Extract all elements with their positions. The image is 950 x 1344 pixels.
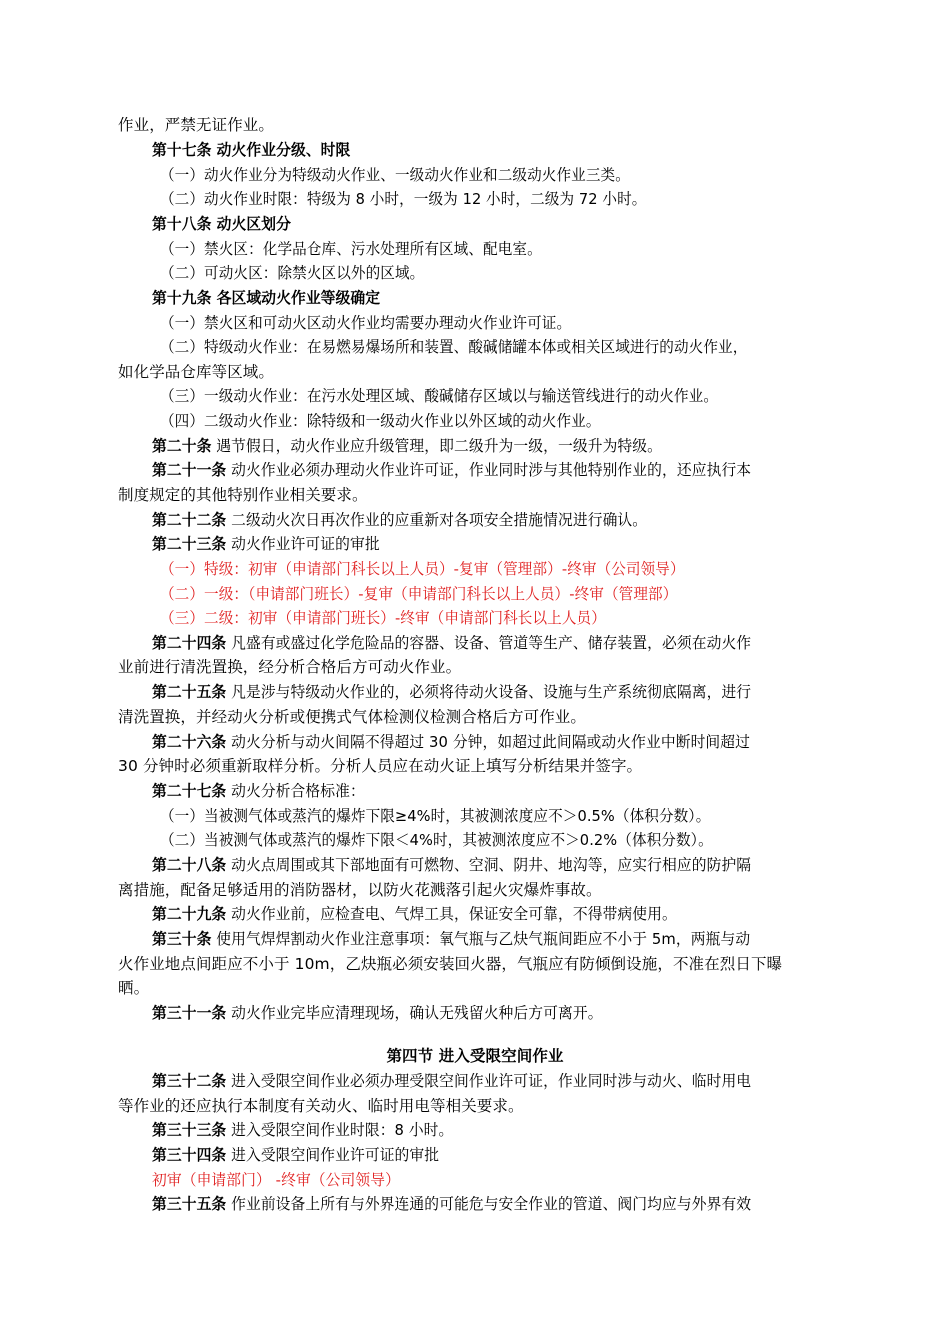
text-line [160,805,834,827]
text-line [152,1144,834,1166]
line-text: 动火点周围或其下部地面有可燃物、空洞、阴井、地沟等，应实行相应的防护隔 [226,856,752,874]
line-text: （一）当被测气体或蒸汽的爆炸下限≥4%时，其被测浓度应不＞0.5%（体积分数）。 [160,807,711,825]
text-line [152,459,834,481]
text-line [152,854,834,876]
text-line [160,410,834,432]
text-line [152,1070,834,1092]
text-line [118,484,834,506]
article-number: 第十七条 动火作业分级、时限 [152,141,351,159]
line-text: （二）动火作业时限：特级为 8 小时，一级为 12 小时，二级为 72 小时。 [160,190,647,208]
text-line [160,336,834,358]
text-line [160,607,834,629]
line-text: （二）一级：（申请部门班长）-复审（申请部门科长以上人员）-终审（管理部） [160,585,678,603]
article-number: 第二十六条 [152,733,227,751]
line-text: （三）二级：初审（申请部门班长）-终审（申请部门科长以上人员） [160,609,606,627]
article-number: 第三十三条 [152,1121,227,1139]
article-number: 第三十二条 [152,1072,227,1090]
line-text: 动火作业前，应检查电、气焊工具，保证安全可靠，不得带病使用。 [226,905,677,923]
line-text: 火作业地点间距应不小于 10m，乙炔瓶必须安装回火器，气瓶应有防倾倒设施，不准在烈日下曝 [118,955,783,973]
text-line [152,1193,834,1215]
article-number: 第二十条 [152,437,212,455]
line-text: （一）禁火区和可动火区动火作业均需要办理动火作业许可证。 [160,314,572,332]
article-number: 第二十三条 [152,535,227,553]
text-line [118,977,834,999]
article-number: 第四节 进入受限空间作业 [386,1047,564,1065]
text-line [160,312,834,334]
text-line [118,1095,834,1117]
text-line [152,213,834,235]
article-number: 第三十条 [152,930,212,948]
text-line [152,1119,834,1141]
article-number: 第二十九条 [152,905,227,923]
line-text: 二级动火次日再次作业的应重新对各项安全措施情况进行确认。 [226,511,648,529]
text-line [160,188,834,210]
text-line [160,829,834,851]
line-text: 凡是涉与特级动火作业的，必须将待动火设备、设施与生产系统彻底隔离，进行 [226,683,752,701]
text-line [160,262,834,284]
text-line [160,164,834,186]
line-text: 遇节假日，动火作业应升级管理，即二级升为一级，一级升为特级。 [211,437,663,455]
article-number: 第二十八条 [152,856,227,874]
text-line [160,583,834,605]
line-text: 清洗置换，并经动火分析或便携式气体检测仪检测合格后方可作业。 [118,708,587,726]
line-text: 如化学品仓库等区域。 [118,363,275,381]
text-line [118,755,834,777]
text-line [152,632,834,654]
line-text: 晒。 [118,979,150,997]
article-number: 第三十五条 [152,1195,227,1213]
text-line [152,287,834,309]
line-text: 30 分钟时必须重新取样分析。分析人员应在动火证上填写分析结果并签字。 [118,757,643,775]
text-line [152,903,834,925]
article-number: 第二十四条 [152,634,227,652]
text-line [152,780,834,802]
line-text: 动火作业许可证的审批 [226,535,380,553]
text-line [118,361,834,383]
line-text: 制度规定的其他特别作业相关要求。 [118,486,368,504]
article-number: 第二十五条 [152,683,227,701]
line-text: （一）特级：初审（申请部门科长以上人员）-复审（管理部）-终审（公司领导） [160,560,685,578]
line-text: 动火作业完毕应清理现场，确认无残留火种后方可离开。 [226,1004,603,1022]
line-text: 等作业的还应执行本制度有关动火、临时用电等相关要求。 [118,1097,524,1115]
article-number: 第二十一条 [152,461,227,479]
line-text: （二）可动火区：除禁火区以外的区域。 [160,264,425,282]
article-number: 第十八条 动火区划分 [152,215,291,233]
line-text: （一）动火作业分为特级动火作业、一级动火作业和二级动火作业三类。 [160,166,630,184]
text-line [160,558,834,580]
text-line [152,1002,834,1024]
line-text: 作业，严禁无证作业。 [118,116,275,134]
text-line [118,114,834,136]
line-text: 初审（申请部门） -终审（公司领导） [152,1171,400,1189]
article-number: 第三十四条 [152,1146,227,1164]
article-number: 第二十七条 [152,782,227,800]
article-number: 第十九条 各区域动火作业等级确定 [152,289,381,307]
text-line [160,385,834,407]
text-line [118,879,834,901]
text-line [118,706,834,728]
text-line [152,928,834,950]
article-number: 第二十二条 [152,511,227,529]
text-line [152,509,834,531]
line-text: 使用气焊焊割动火作业注意事项：氧气瓶与乙炔气瓶间距应不小于 5m，两瓶与动 [211,930,751,948]
text-line [152,681,834,703]
text-line [152,435,834,457]
line-text: 进入受限空间作业必须办理受限空间作业许可证，作业同时涉与动火、临时用电 [226,1072,752,1090]
line-text: （四）二级动火作业：除特级和一级动火作业以外区域的动火作业。 [160,412,601,430]
line-text: 作业前设备上所有与外界连通的可能危与安全作业的管道、阀门均应与外界有效 [226,1195,752,1213]
text-line [160,238,834,260]
line-text: 动火作业必须办理动火作业许可证，作业同时涉与其他特别作业的，还应执行本 [226,461,752,479]
text-line [118,656,834,678]
line-text: 业前进行清洗置换，经分析合格后方可动火作业。 [118,658,462,676]
line-text: 动火分析与动火间隔不得超过 30 分钟，如超过此间隔或动火作业中断时间超过 [226,733,751,751]
line-text: 进入受限空间作业时限：8 小时。 [226,1121,454,1139]
article-number: 第三十一条 [152,1004,227,1022]
line-text: 进入受限空间作业许可证的审批 [226,1146,440,1164]
text-line [118,953,834,975]
line-text: （二）特级动火作业：在易燃易爆场所和装置、酸碱储罐本体或相关区域进行的动火作业， [160,338,748,356]
text-line [152,1169,834,1191]
text-line [152,139,834,161]
text-line [152,731,834,753]
line-text: （二）当被测气体或蒸汽的爆炸下限＜4%时，其被测浓度应不＞0.2%（体积分数）。 [160,831,713,849]
text-line [152,533,834,555]
line-text: 离措施，配备足够适用的消防器材，以防火花溅落引起火灾爆炸事故。 [118,881,602,899]
section-heading [0,1045,950,1067]
line-text: （一）禁火区：化学品仓库、污水处理所有区域、配电室。 [160,240,542,258]
line-text: 动火分析合格标准： [226,782,365,800]
line-text: （三）一级动火作业：在污水处理区域、酸碱储存区域以与输送管线进行的动火作业。 [160,387,719,405]
line-text: 凡盛有或盛过化学危险品的容器、设备、管道等生产、储存装置，必须在动火作 [226,634,752,652]
